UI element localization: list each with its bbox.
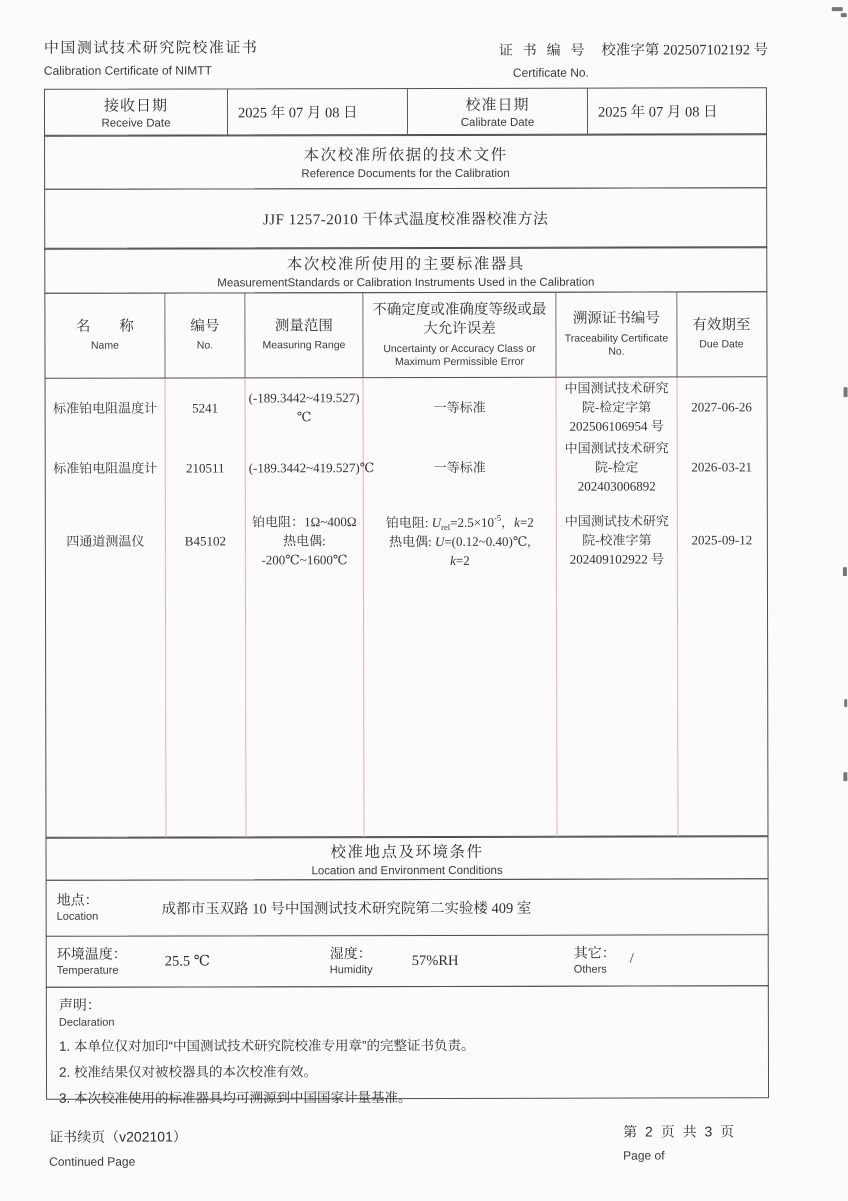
certificate-no-label-en: Certificate No. [512, 65, 589, 80]
calibrate-date-value: 2025 年 07 月 08 日 [597, 104, 718, 121]
calibrate-date-label [408, 88, 588, 134]
temperature-value: 25.5 ℃ [164, 953, 211, 970]
table-row [46, 377, 767, 439]
table-row [46, 494, 767, 589]
cell-accuracy: 一等标准 [364, 378, 557, 439]
temperature-label: 环境温度： Temperature [56, 945, 127, 977]
declaration-label: 声明： [58, 996, 101, 1013]
standards-section-header [44, 246, 767, 294]
standards-table-body [46, 377, 768, 837]
location-row [46, 878, 769, 937]
col-header-range: 测量范围 Measuring Range [245, 293, 363, 378]
reference-document-value: JJF 1257-2010 干体式温度校准器校准方法 [44, 187, 767, 250]
scan-artifact [843, 567, 847, 576]
scan-artifact [844, 699, 847, 707]
col-header-due-date: 有效期至 Due Date [692, 317, 751, 351]
cell-range: (-189.3442~419.527)℃ [246, 438, 364, 499]
reference-title-cn: 本次校准所依据的技术文件 [303, 146, 508, 165]
cell-uncertainty: 铂电阻: $U_{rel}=2.5\times 10^{-5}$，k=2 热电偶: U=(0.12~0.40)℃, k=2 [364, 495, 557, 588]
form-body [44, 88, 769, 1106]
document-header [44, 35, 807, 78]
col-header-traceability: 溯源证书编号 Traceability Certificate No. [556, 292, 677, 377]
reference-title-en: Reference Documents for the Calibration [301, 167, 510, 181]
standards-title-cn: 本次校准所使用的主要标准器具 [286, 255, 525, 273]
standards-table-header-row [45, 292, 766, 379]
cell-due-date: 2025-09-12 [691, 532, 753, 548]
certificate-no-value: 校准字第 202507102192 号 [601, 42, 769, 59]
footer-left-en: Continued Page [49, 1154, 136, 1169]
cell-name: 标准铂电阻温度计 [46, 378, 166, 439]
reference-section-header [44, 133, 767, 190]
scan-artifact [844, 387, 848, 397]
cell-traceability: 中国测试技术研究院-检定字第 202506106954 号 [557, 377, 678, 438]
page-title: 中国测试技术研究院校准证书 [43, 39, 259, 57]
cell-due-date: 2027-06-26 [691, 399, 752, 415]
cell-due-date: 2026-03-21 [691, 459, 753, 475]
location-title-cn: 校准地点及环境条件 [330, 843, 484, 861]
cell-name: 标准铂电阻温度计 [46, 438, 166, 499]
others-label: 其它： Others [573, 944, 616, 976]
col-header-no: 编号 No. [165, 293, 245, 378]
declaration-label-en: Declaration [58, 1016, 115, 1029]
calibrate-date-label-en: Calibrate Date [460, 116, 535, 129]
declaration-item: 3. 本次校准使用的标准器具均可溯源到中国国家计量基准。 [59, 1089, 412, 1106]
page-number-en: Page of [623, 1148, 665, 1163]
footer-left-cn: 证书续页（v202101） [49, 1128, 187, 1145]
calibrate-date-label-cn: 校准日期 [465, 96, 530, 114]
others-value: / [629, 950, 634, 967]
standards-title-en: MeasurementStandards or Calibration Instruments Used in the Calibration [217, 276, 595, 289]
location-label: 地点： Location [56, 891, 99, 923]
page-title-en: Calibration Certificate of NIMTT [43, 63, 212, 78]
cell-no: 5241 [166, 378, 246, 439]
receive-date-label-en: Receive Date [101, 117, 171, 130]
scan-artifact [832, 7, 843, 11]
humidity-label: 湿度： Humidity [329, 945, 373, 977]
receive-date-label [45, 89, 228, 135]
certificate-no-label: 证 书 编 号 [498, 41, 588, 58]
declaration-section [46, 985, 769, 1106]
cell-no: B45102 [166, 495, 246, 588]
scan-artifact [841, 13, 847, 17]
scan-artifact [843, 772, 847, 781]
standards-table [44, 291, 768, 839]
dates-table [44, 87, 767, 137]
declaration-item: 1. 本单位仅对加印“中国测试技术研究院校准专用章”的完整证书负责。 [58, 1037, 475, 1054]
footer-page-number [623, 1121, 736, 1162]
cell-name: 四通道测温仪 [46, 495, 166, 588]
cell-no: 210511 [166, 438, 246, 499]
cell-range: 铂电阻：1Ω~400Ω 热电偶: -200℃~1600℃ [246, 495, 364, 588]
cell-accuracy: 一等标准 [364, 438, 557, 499]
table-row [46, 437, 767, 496]
location-value: 成都市玉双路 10 号中国测试技术研究院第二实验楼 409 室 [161, 900, 532, 918]
page-number-cn: 第 2 页 共 3 页 [623, 1123, 737, 1140]
cell-range: (-189.3442~419.527) ℃ [246, 378, 364, 439]
receive-date-label-cn: 接收日期 [103, 97, 168, 115]
location-section-header [45, 835, 768, 881]
certificate-number-block [499, 38, 768, 80]
environment-row [46, 933, 769, 988]
table-empty-area [46, 587, 768, 837]
cell-traceability: 中国测试技术研究院-检定 202403006892 [557, 437, 678, 498]
col-header-uncertainty: 不确定度或准确度等级或最大允许误差 Uncertainty or Accuracy Class or Maximum Permissible Error [363, 292, 556, 377]
receive-date-value: 2025 年 07 月 08 日 [228, 89, 408, 135]
footer-continued-page [49, 1126, 187, 1168]
col-header-name: 名 称 Name [45, 293, 165, 378]
cell-traceability: 中国测试技术研究院-校准字第 202409102922 号 [557, 494, 678, 587]
location-title-en: Location and Environment Conditions [311, 864, 503, 877]
declaration-item: 2. 校准结果仅对被校器具的本次校准有效。 [58, 1063, 318, 1080]
humidity-value: 57%RH [411, 952, 459, 970]
